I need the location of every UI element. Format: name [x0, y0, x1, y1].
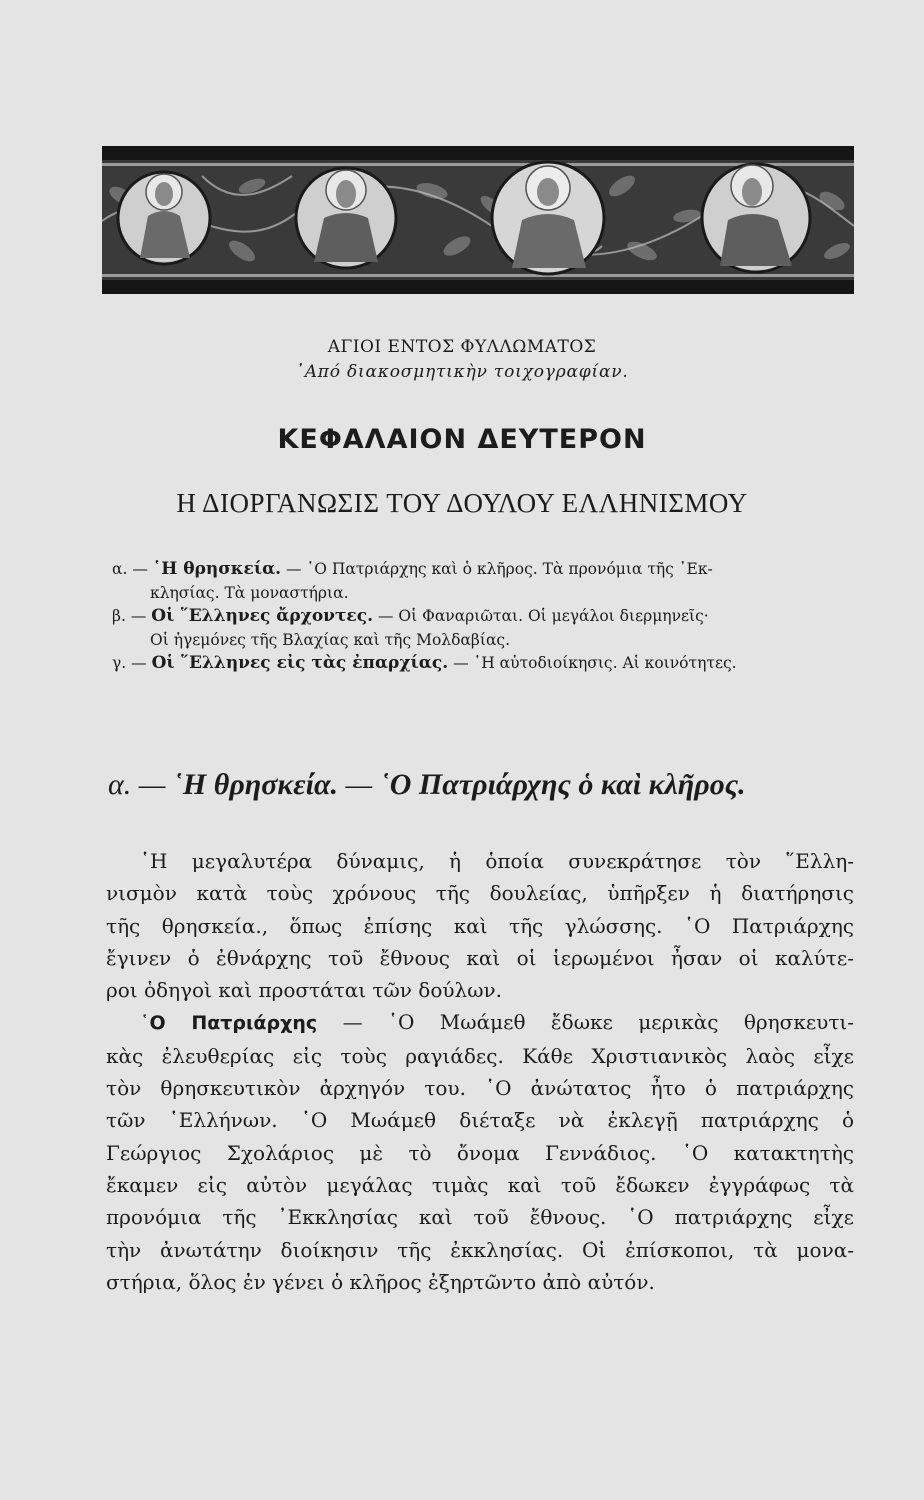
body-line: κὰς ἐλευθερίας εἰς τοὺς ραγιάδες. Κάθε Χριστιανικὸς λαὸς εἶχε [106, 1043, 854, 1068]
body-line: νισμὸν κατὰ τοὺς χρόνους τῆς δουλείας, ὑπῆρξεν ἡ διατήρησις [106, 881, 854, 906]
figure-caption-title: ΑΓΙΟΙ ΕΝΤΟΣ ΦΥΛΛΩΜΑΤΟΣ [327, 337, 597, 357]
summary-heading: ῾Η θρησκεία. [152, 559, 282, 579]
summary-marker: α. — [112, 560, 148, 578]
summary-text: — ῾Ο Πατριάρχης καὶ ὁ κλῆρος. Τὰ προνόμια τῆς ᾿Εκ- [286, 560, 713, 578]
figure-caption-source: ᾿Από διακοσμητικὴν τοιχογραφίαν. [295, 362, 629, 382]
body-line: ροι ὁδηγοὶ καὶ προστάται τῶν δούλων. [106, 978, 503, 1003]
fresco-banner [102, 146, 854, 294]
fresco-saints-image [102, 146, 854, 294]
body-line-lead [106, 1006, 854, 1039]
summary-item-a [112, 558, 852, 582]
body-line: προνόμια τῆς ᾿Εκκλησίας καὶ τοῦ ἔθνους. ῾Ο πατριάρχης εἶχε [106, 1205, 854, 1230]
body-line: Γεώργιος Σχολάριος μὲ τὸ ὄνομα Γεννάδιος. ῾Ο κατακτητὴς [106, 1140, 854, 1165]
section-heading [108, 768, 868, 802]
summary-heading: Οἱ ῞Ελληνες εἰς τὰς ἐπαρχίας. [151, 653, 449, 673]
section-title-2: ῾Ο Πατριάρχης ὁ καὶ κλῆρος. [379, 768, 746, 801]
body-line: τῆς θρησκεία., ὅπως ἐπίσης καὶ τῆς γλώσσης. ῾Ο Πατριάρχης [106, 913, 854, 938]
body-line: ἔγινεν ὁ ἐθνάρχης τοῦ ἔθνους καὶ οἱ ἱερωμένοι ἦσαν οἱ καλύτε- [106, 945, 854, 970]
summary-item-b [112, 605, 852, 629]
section-title: ῾Η θρησκεία. [172, 768, 339, 801]
chapter-title: ΚΕΦΑΛΑΙΟΝ ΔΕΥΤΕΡΟΝ [277, 424, 647, 455]
chapter-summary [112, 558, 852, 676]
summary-heading: Οἱ ῞Ελληνες ἄρχοντες. [151, 606, 374, 626]
summary-item-c [112, 652, 852, 676]
summary-text: — ῾Η αὐτοδιοίκησις. Αἱ κοινότητες. [453, 654, 737, 672]
body-text [106, 845, 854, 1298]
body-line: τὸν θρησκευτικὸν ἀρχηγόν του. ῾Ο ἀνώτατος ἦτο ὁ πατριάρχης [106, 1076, 854, 1101]
summary-item-a-cont: κλησίας. Τὰ μοναστήρια. [150, 583, 349, 602]
section-dash: — [345, 768, 373, 801]
summary-marker: β. — [112, 607, 147, 625]
body-line: τὴν ἀνωτάτην διοίκησιν τῆς ἐκκλησίας. Οἱ ἐπίσκοποι, τὰ μονα- [106, 1237, 854, 1262]
body-line: στήρια, ὅλος ἐν γένει ὁ κλῆρος ἐξηρτῶντο ἀπὸ αὐτόν. [106, 1269, 655, 1294]
chapter-subtitle: Η ΔΙΟΡΓΑΝΩΣΙΣ ΤΟΥ ΔΟΥΛΟΥ ΕΛΛΗΝΙΣΜΟΥ [176, 488, 748, 518]
summary-text: — Οἱ Φαναριῶται. Οἱ μεγάλοι διερμηνεῖς· [377, 607, 709, 625]
paragraph-heading: ῾Ο Πατριάρχης [140, 1012, 318, 1035]
summary-marker: γ. — [112, 654, 147, 672]
body-line-rest: — ῾Ο Μωάμεθ ἔδωκε μερικὰς θρησκευτι- [342, 1010, 855, 1035]
summary-item-b-cont: Οἱ ἡγεμόνες τῆς Βλαχίας καὶ τῆς Μολδαβίας. [150, 630, 511, 649]
body-line: ἔκαμεν εἰς αὐτὸν μεγάλας τιμὰς καὶ τοῦ ἔδωκεν ἐγγράφως τὰ [106, 1172, 854, 1197]
body-line: ῾Η μεγαλυτέρα δύναμις, ἡ ὁποία συνεκράτησε τὸν ῞Ελλη- [140, 849, 854, 873]
body-line: τῶν ῾Ελλήνων. ῾Ο Μωάμεθ διέταξε νὰ ἐκλεγῇ πατριάρχης ὁ [106, 1108, 854, 1133]
section-marker: α. — [108, 768, 166, 801]
